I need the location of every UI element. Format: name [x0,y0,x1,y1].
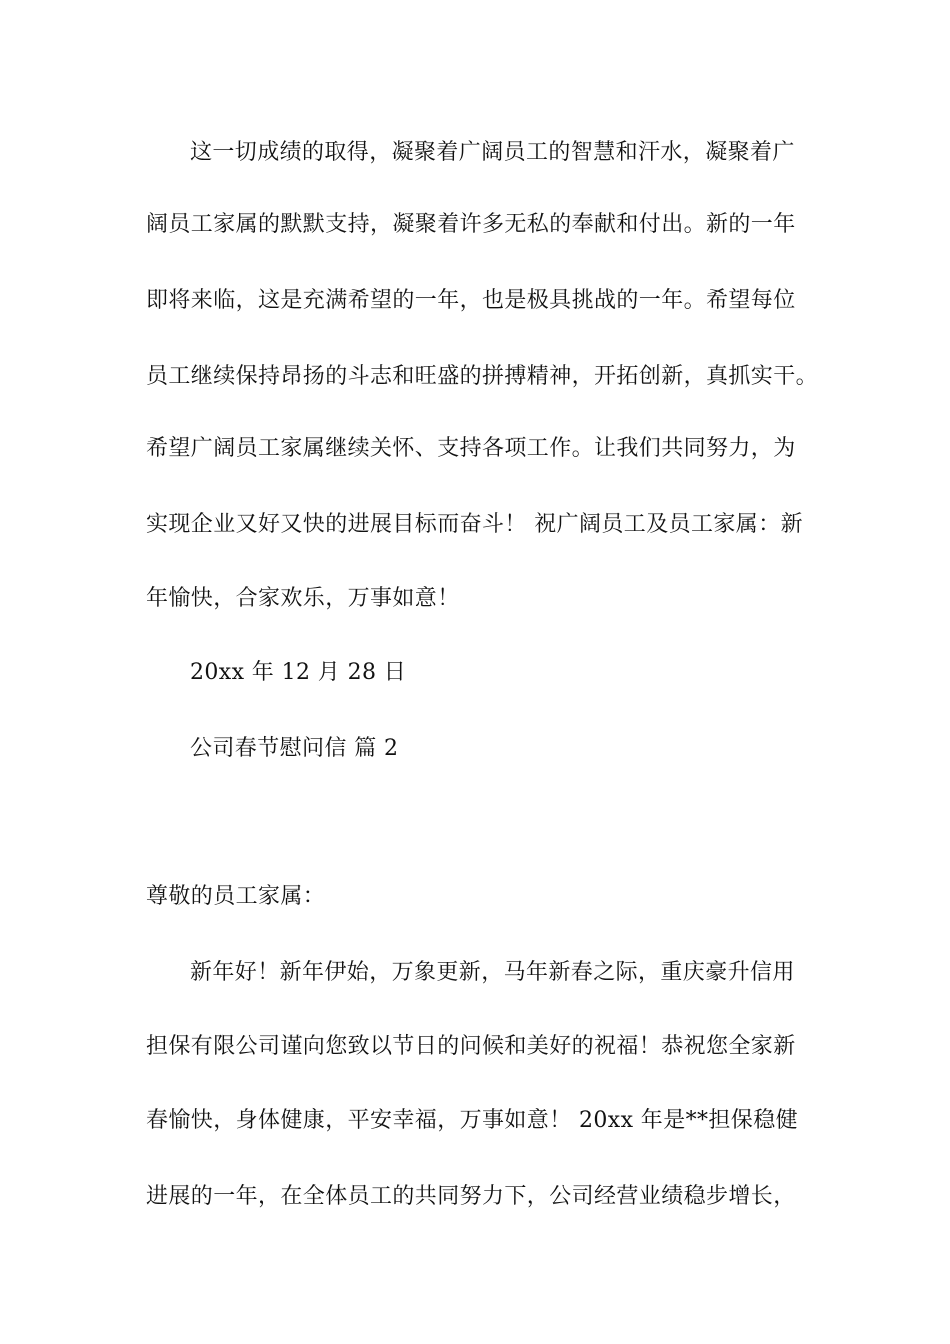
paragraph-line: 担保有限公司谨向您致以节日的问候和美好的祝福！恭祝您全家新 [146,1034,796,1059]
paragraph-line: 员工继续保持昂扬的斗志和旺盛的拼搏精神，开拓创新，真抓实干。 [146,364,819,389]
letter-date: 20xx 年 12 月 28 日 [190,660,407,685]
paragraph-line: 年愉快，合家欢乐，万事如意！ [146,586,460,611]
paragraph-line: 希望广阔员工家属继续关怀、支持各项工作。让我们共同努力，为 [146,436,796,461]
paragraph-line: 春愉快，身体健康，平安幸福，万事如意！ 20xx 年是**担保稳健 [146,1108,798,1133]
paragraph-line: 这一切成绩的取得，凝聚着广阔员工的智慧和汗水，凝聚着广 [190,140,795,165]
salutation: 尊敬的员工家属： [146,884,326,909]
section-heading: 公司春节慰问信 篇 2 [190,736,399,761]
paragraph-line: 阔员工家属的默默支持，凝聚着许多无私的奉献和付出。新的一年 [146,212,796,237]
paragraph-line: 即将来临，这是充满希望的一年，也是极具挑战的一年。希望每位 [146,288,796,313]
paragraph-line: 实现企业又好又快的进展目标而奋斗！ 祝广阔员工及员工家属：新 [146,512,803,537]
paragraph-line: 进展的一年，在全体员工的共同努力下，公司经营业绩稳步增长， [146,1184,796,1209]
paragraph-line: 新年好！新年伊始，万象更新，马年新春之际，重庆豪升信用 [190,960,795,985]
